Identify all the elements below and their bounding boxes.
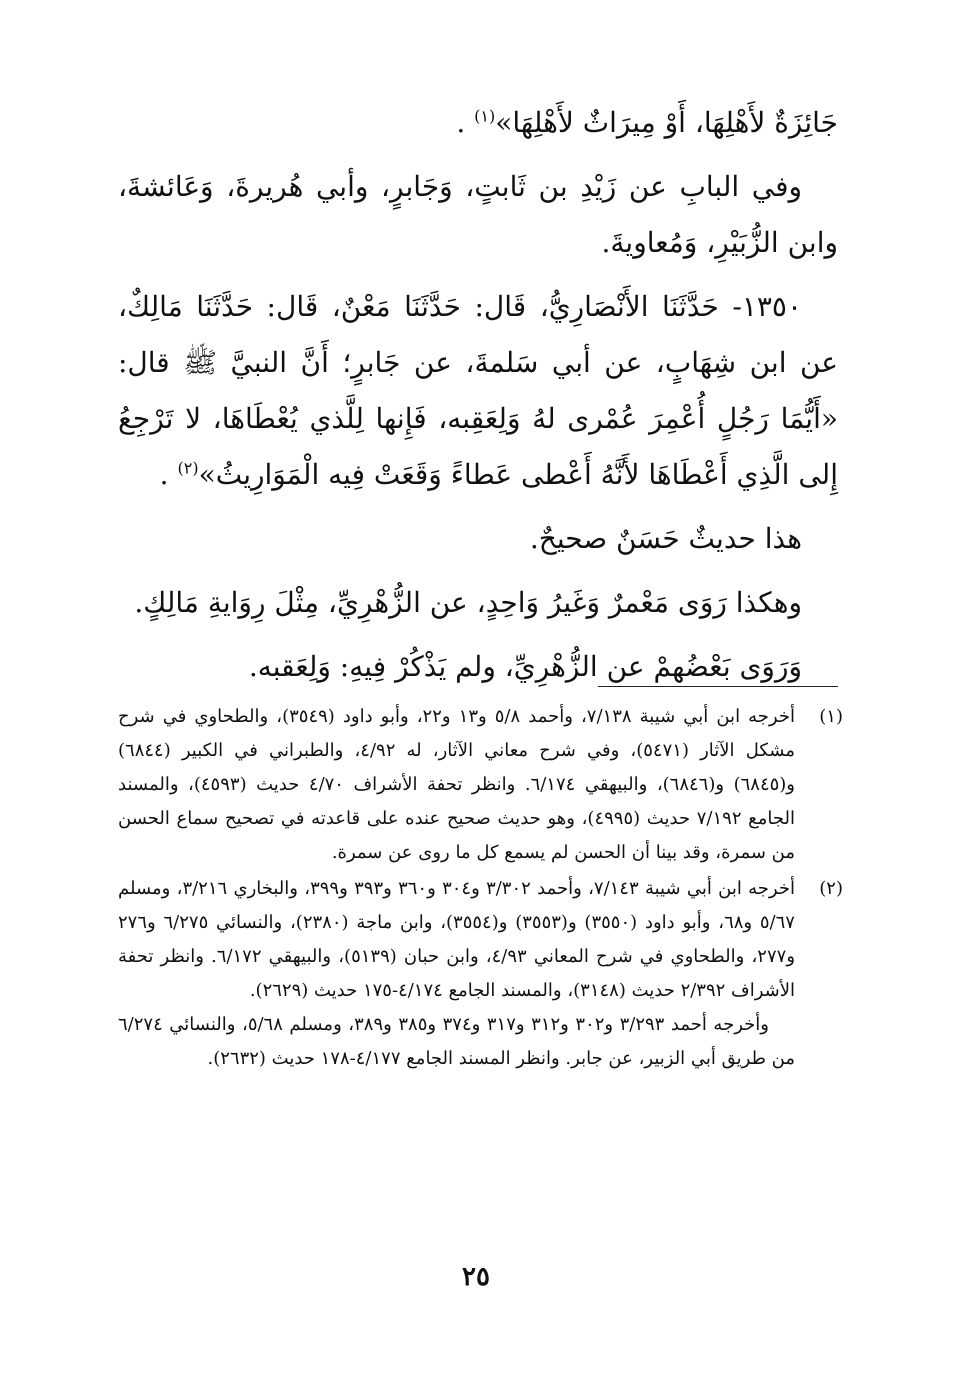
- footnote-number: (١): [819, 706, 843, 727]
- paragraph-malik: وهكذا رَوَى مَعْمرٌ وَغَيرُ وَاحِدٍ، عن الزُّهْرِيِّ، مِثْلَ رِوَايةِ مَالِكٍ.: [134, 586, 802, 619]
- opening-end: .: [456, 106, 475, 139]
- footnote-1: [118, 700, 843, 870]
- opening-text: جَائِزَةٌ لأَهْلِهَا، أَوْ مِيرَاثٌ لأَهْلِهَا»: [495, 106, 838, 139]
- footnote-ref-1: (١): [474, 106, 496, 126]
- footnote-2: [118, 872, 843, 1076]
- hadith-verdict: هذا حديثٌ حَسَنٌ صحيحٌ.: [529, 522, 802, 555]
- footnotes: [118, 700, 843, 1076]
- footnote-text-continued: وأخرجه أحمد ٣/٢٩٣ و٣٠٢ و٣١٢ و٣١٧ و٣٧٤ و٣٨٥ و٣٨٩، ومسلم ٥/٦٨، والنسائي ٦/٢٧٤ من طريق أبي الزبير، عن جابر. وانظر المسند الجامع ٤/١٧٧-١٧٨ حديث (٢٦٣٢).: [118, 1014, 795, 1069]
- hadith-end: .: [159, 458, 178, 491]
- hadith-1350: [118, 279, 838, 503]
- page-number: ٢٥: [462, 1262, 490, 1292]
- text-line-opening: [118, 95, 838, 151]
- paragraph-bab: وفي البابِ عن زَيْدِ بن ثَابتٍ، وَجَابرٍ، وأبي هُريرةَ، وَعَائشةَ، وابن الزُّبَيْرِ، وَمُعاويةَ.: [118, 170, 838, 259]
- main-text: [118, 95, 838, 695]
- footnote-text: أخرجه ابن أبي شيبة ٧/١٣٨، وأحمد ٥/٨ و١٣ و٢٢، وأبو داود (٣٥٤٩)، والطحاوي في شرح مشكل الآثار (٥٤٧١)، وفي شرح معاني الآثار، له ٤/٩٢، والطبراني في الكبير (٦٨٤٤) و(٦٨٤٥) و(٦٨٤٦)، والبيهقي ٦/١٧٤. وانظر تحفة الأشراف ٤/٧٠ حديث (٤٥٩٣)، والمسند الجامع ٧/١٩٢ حديث (٤٩٩٥)، وهو حديث صحيح عنده على قاعدته في تصحيح سماع الحسن من سمرة، وقد بينا أن الحسن لم يسمع كل ما روى عن سمرة.: [118, 706, 795, 863]
- footnote-ref-2: (٢): [177, 458, 199, 478]
- footnote-number: (٢): [819, 878, 843, 899]
- paragraph-last: وَرَوَى بَعْضُهمْ عن الزُّهْرِيِّ، ولم يَذْكُرْ فِيهِ: وَلِعَقبه.: [248, 650, 802, 683]
- footnote-text: أخرجه ابن أبي شيبة ٧/١٤٣، وأحمد ٣/٣٠٢ و٣٠٤ و٣٦٠ و٣٩٣ و٣٩٩، والبخاري ٣/٢١٦، ومسلم ٥/٦٧ و٦٨، وأبو داود (٣٥٥٠) و(٣٥٥٣) و(٣٥٥٤)، وابن ماجة (٢٣٨٠)، والنسائي ٦/٢٧٥ و٢٧٦ و٢٧٧، والطحاوي في شرح المعاني ٤/٩٣، وابن حبان (٥١٣٩)، والبيهقي ٦/١٧٢. وانظر تحفة الأشراف ٢/٣٩٢ حديث (٣١٤٨)، والمسند الجامع ٤/١٧٤-١٧٥ حديث (٢٦٢٩).: [118, 878, 796, 1001]
- footnote-divider: [598, 686, 838, 687]
- hadith-text: ١٣٥٠- حَدَّثَنَا الأَنْصَارِيُّ، قَال: حَدَّثَنَا مَعْنٌ، قَال: حَدَّثَنَا مَالِكٌ، عن ابن شِهَابٍ، عن أبي سَلمةَ، عن جَابرٍ؛ أَنَّ النبيَّ ﷺ قال: «أَيُّمَا رَجُلٍ أُعْمِرَ عُمْرى لهُ وَلِعَقِبه، فَإِنها لِلَّذي يُعْطَاهَا، لا تَرْجِعُ إِلى الَّذِي أَعْطَاهَا لأَنَّهُ أَعْطى عَطاءً وَقَعَتْ فِيه الْمَوَارِيثُ»: [118, 290, 838, 491]
